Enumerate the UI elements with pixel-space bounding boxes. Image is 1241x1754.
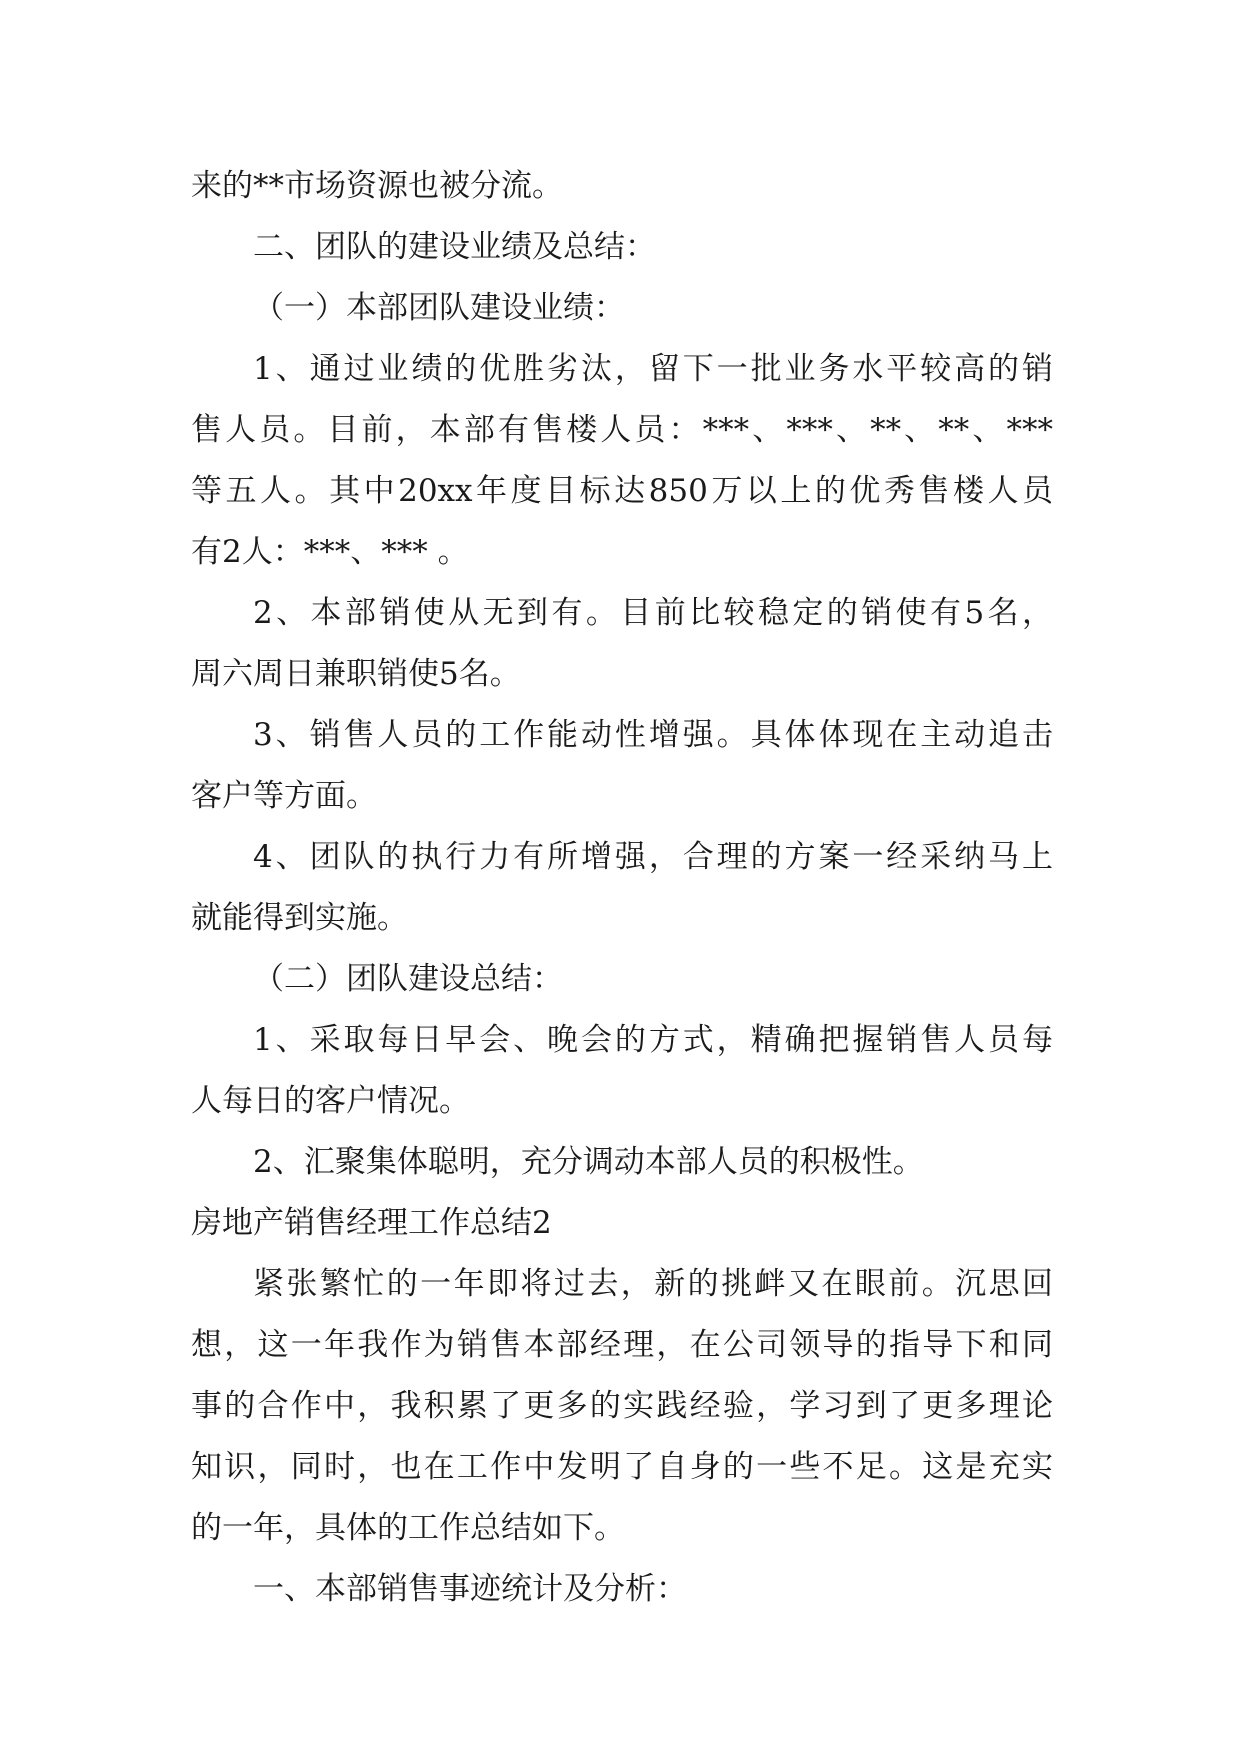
text-line: 售人员。目前，本部有售楼人员：***、***、**、**、*** [191,412,1053,448]
text-line: 3、销售人员的工作能动性增强。具体体现在主动追击 [253,717,1053,753]
text-line: 的一年，具体的工作总结如下。 [191,1510,625,1546]
text-line: 客户等方面。 [191,778,377,814]
text-line: 等五人。其中20xx年度目标达850万以上的优秀售楼人员 [191,473,1053,509]
text-line: 周六周日兼职销使5名。 [191,656,521,692]
section-heading: 一、本部销售事迹统计及分析： [253,1571,687,1607]
text-line: 就能得到实施。 [191,900,408,936]
subsection-heading: （一）本部团队建设业绩： [253,290,625,326]
section-heading: 二、团队的建设业绩及总结： [253,229,656,265]
text-line: 来的**市场资源也被分流。 [191,168,563,204]
subsection-heading: （二）团队建设总结： [253,961,563,997]
text-line: 知识，同时，也在工作中发明了自身的一些不足。这是充实 [191,1449,1053,1485]
document-title: 房地产销售经理工作总结2 [191,1205,552,1241]
text-line: 4、团队的执行力有所增强，合理的方案一经采纳马上 [253,839,1053,875]
text-line: 有2人：***、*** 。 [191,534,469,570]
text-line: 2、本部销使从无到有。目前比较稳定的销使有5名， [253,595,1053,631]
text-line: 1、采取每日早会、晚会的方式，精确把握销售人员每 [253,1022,1053,1058]
text-line: 想，这一年我作为销售本部经理，在公司领导的指导下和同 [191,1327,1053,1363]
text-line: 紧张繁忙的一年即将过去，新的挑衅又在眼前。沉思回 [253,1266,1053,1302]
text-line: 事的合作中，我积累了更多的实践经验，学习到了更多理论 [191,1388,1053,1424]
text-line: 2、汇聚集体聪明，充分调动本部人员的积极性。 [253,1144,924,1180]
text-line: 1、通过业绩的优胜劣汰，留下一批业务水平较高的销 [253,351,1053,387]
document-body [191,156,1053,1620]
text-line: 人每日的客户情况。 [191,1083,470,1119]
